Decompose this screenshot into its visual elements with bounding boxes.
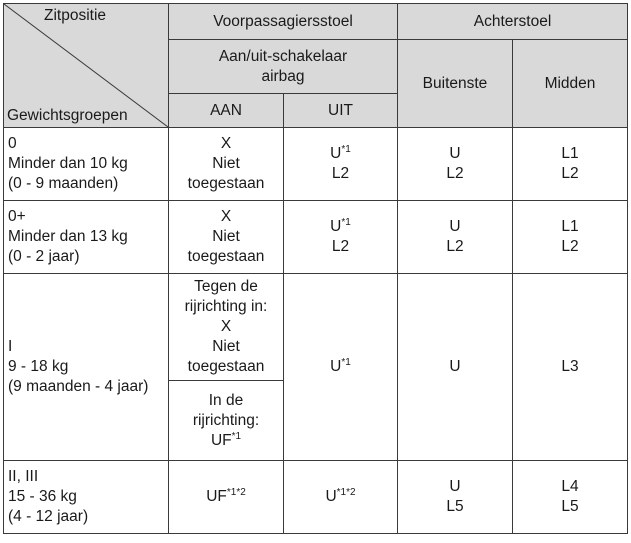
midden-line: L2 [561,238,579,255]
group-age: (0 - 2 jaar) [8,248,80,265]
aan-line: X [220,318,232,335]
header-zitpositie: Zitpositie [44,7,107,24]
footnote-mark: *1 [341,357,351,368]
buitenste-cell [398,461,513,534]
buitenste-cell [398,274,513,461]
group-age: (4 - 12 jaar) [8,508,89,525]
header-achterstoel: Achterstoel [398,4,628,40]
group-weight: Minder dan 10 kg [8,155,128,172]
buitenste-line: U [449,358,461,375]
aan-line: Niet [212,155,240,172]
group-weight: 15 - 36 kg [8,488,77,505]
group-weight: 9 - 18 kg [8,358,69,375]
uit-line: L2 [331,165,350,182]
table-row [4,201,628,274]
buitenste-line: L2 [446,165,464,182]
table-row [4,274,628,381]
group-cell [4,201,169,274]
aan-line: toegestaan [187,175,265,192]
midden-line: L4 [561,478,579,495]
header-gewichtsgroepen: Gewichtsgroepen [7,107,128,124]
uit-line: L2 [331,238,350,255]
buitenste-line: U [449,218,461,235]
buitenste-line: U [449,478,461,495]
group-cell [4,274,169,461]
aan-cell-rear-facing [169,274,284,381]
midden-line: L2 [561,165,579,182]
aan-cell-forward-facing [169,381,284,461]
header-buitenste: Buitenste [398,40,513,128]
midden-cell [513,128,628,201]
table-row [4,128,628,201]
buitenste-line: U [449,145,461,162]
aan-line: toegestaan [187,358,265,375]
aan-line: Niet [212,228,240,245]
aan-line: In de [208,391,244,409]
group-age: (0 - 9 maanden) [8,175,119,192]
group-cell [4,128,169,201]
uit-value: U [330,218,342,235]
uit-line [284,217,397,237]
buitenste-line: L2 [446,238,464,255]
group-label: 0 [8,135,17,152]
group-age: (9 maanden - 4 jaar) [8,378,149,395]
header-airbag-switch-line1: Aan/uit-schakelaar [218,47,348,65]
midden-line: L5 [561,498,579,515]
group-weight: Minder dan 13 kg [8,228,128,245]
uit-line [284,357,397,377]
aan-value: UF [206,488,227,505]
header-corner-cell [4,4,169,128]
footnote-mark: *1 [341,217,351,228]
aan-value: UF [210,431,232,449]
aan-line: toegestaan [187,248,265,265]
header-midden: Midden [513,40,628,128]
footnote-mark: *1*2 [336,487,356,498]
uit-cell [284,461,398,534]
midden-cell [513,461,628,534]
midden-line: L1 [561,218,579,235]
uit-cell [284,201,398,274]
footnote-mark: *1*2 [226,487,246,498]
aan-line: rijrichting in: [184,298,268,315]
aan-cell [169,201,284,274]
midden-cell [513,201,628,274]
buitenste-line: L5 [446,498,464,515]
uit-value: U [325,488,337,505]
seat-compatibility-table [3,3,628,534]
midden-line: L3 [561,358,579,375]
header-aan: AAN [169,94,284,128]
uit-cell [284,128,398,201]
buitenste-cell [398,201,513,274]
header-uit: UIT [284,94,398,128]
header-airbag-switch-line2: airbag [261,67,305,85]
group-label: II, III [8,468,39,485]
uit-cell [284,274,398,461]
uit-line [284,144,397,164]
group-cell [4,461,169,534]
aan-line: rijrichting: [192,411,260,429]
midden-line: L1 [561,145,579,162]
uit-value: U [330,358,342,375]
uit-line [284,487,397,507]
group-label: I [8,338,13,355]
aan-line: Niet [212,338,240,355]
group-label: 0+ [8,208,26,225]
aan-cell [169,128,284,201]
midden-cell [513,274,628,461]
aan-line [169,487,283,507]
aan-line: Tegen de [194,278,258,295]
buitenste-cell [398,128,513,201]
uit-value: U [330,145,342,162]
header-voorpassagiersstoel: Voorpassagiersstoel [169,4,398,40]
aan-line: X [220,208,232,225]
footnote-mark: *1 [231,430,242,442]
footnote-mark: *1 [341,144,351,155]
aan-line [169,431,283,451]
table-row [4,461,628,534]
aan-line: X [220,135,232,152]
aan-cell [169,461,284,534]
header-airbag-switch [169,40,398,94]
